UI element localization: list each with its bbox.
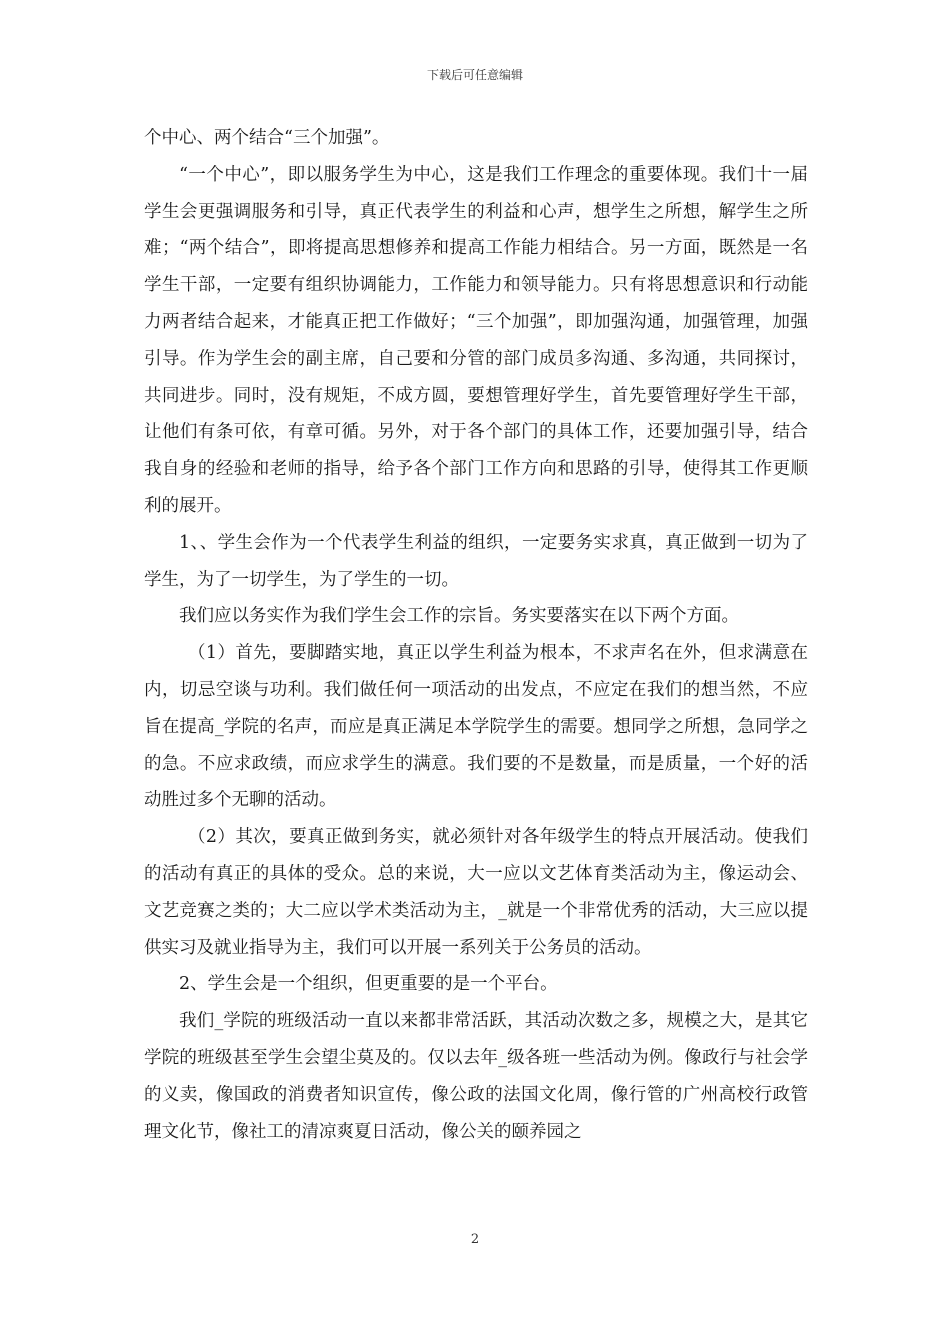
page-header: 下载后可任意编辑 <box>426 68 523 82</box>
paragraph-8: 我们_学院的班级活动一直以来都非常活跃，其活动次数之多，规模之大，是其它学院的班级甚至学生会望尘莫及的。仅以去年_级各班一些活动为例。像政行与社会学的义卖，像国政的消费者知识宣传，像公政的法国文化周，像行管的广州高校行政管理文化节，像社工的清凉爽夏日活动，像公关的颐养园之 <box>144 1011 808 1142</box>
paragraph-1: 个中心、两个结合“三个加强”。 <box>144 128 390 148</box>
paragraph-2: “一个中心”，即以服务学生为中心，这是我们工作理念的重要体现。我们十一届学生会更强调服务和引导，真正代表学生的利益和心声，想学生之所想，解学生之所难；“两个结合”，即将提高思想修养和提高工作能力相结合。另一方面，既然是一名学生干部，一定要有组织协调能力，工作能力和领导能力。只有将思想意识和行动能力两者结合起来，才能真正把工作做好；“三个加强”，即加强沟通，加强管理，加强引导。作为学生会的副主席，自己要和分管的部门成员多沟通、多沟通，共同探讨，共同进步。同时，没有规矩，不成方圆，要想管理好学生，首先要管理好学生干部，让他们有条可依，有章可循。另外，对于各个部门的具体工作，还要加强引导，结合我自身的经验和老师的指导，给予各个部门工作方向和思路的引导，使得其工作更顺利的展开。 <box>144 164 808 516</box>
paragraph-3: 1、、学生会作为一个代表学生利益的组织，一定要务实求真，真正做到一切为了学生，为了一切学生，为了学生的一切。 <box>144 532 808 590</box>
paragraph-6: （2）其次，要真正做到务实，就必须针对各年级学生的特点开展活动。使我们的活动有真正的具体的受众。总的来说，大一应以文艺体育类活动为主，像运动会、文艺竞赛之类的；大二应以学术类活动为主，_就是一个非常优秀的活动，大三应以提供实习及就业指导为主，我们可以开展一系列关于公务员的活动。 <box>144 827 808 958</box>
page-number: 2 <box>470 1232 480 1247</box>
document-body <box>144 120 808 1150</box>
paragraph-4: 我们应以务实作为我们学生会工作的宗旨。务实要落实在以下两个方面。 <box>179 606 739 627</box>
paragraph-7: 2、学生会是一个组织，但更重要的是一个平台。 <box>179 974 558 995</box>
paragraph-5: （1）首先，要脚踏实地，真正以学生利益为根本，不求声名在外，但求满意在内，切忌空谈与功利。我们做任何一项活动的出发点，不应定在我们的想当然，不应旨在提高_学院的名声，而应是真正满足本学院学生的需要。想同学之所想，急同学之的急。不应求政绩，而应求学生的满意。我们要的不是数量，而是质量，一个好的活动胜过多个无聊的活动。 <box>144 643 808 811</box>
